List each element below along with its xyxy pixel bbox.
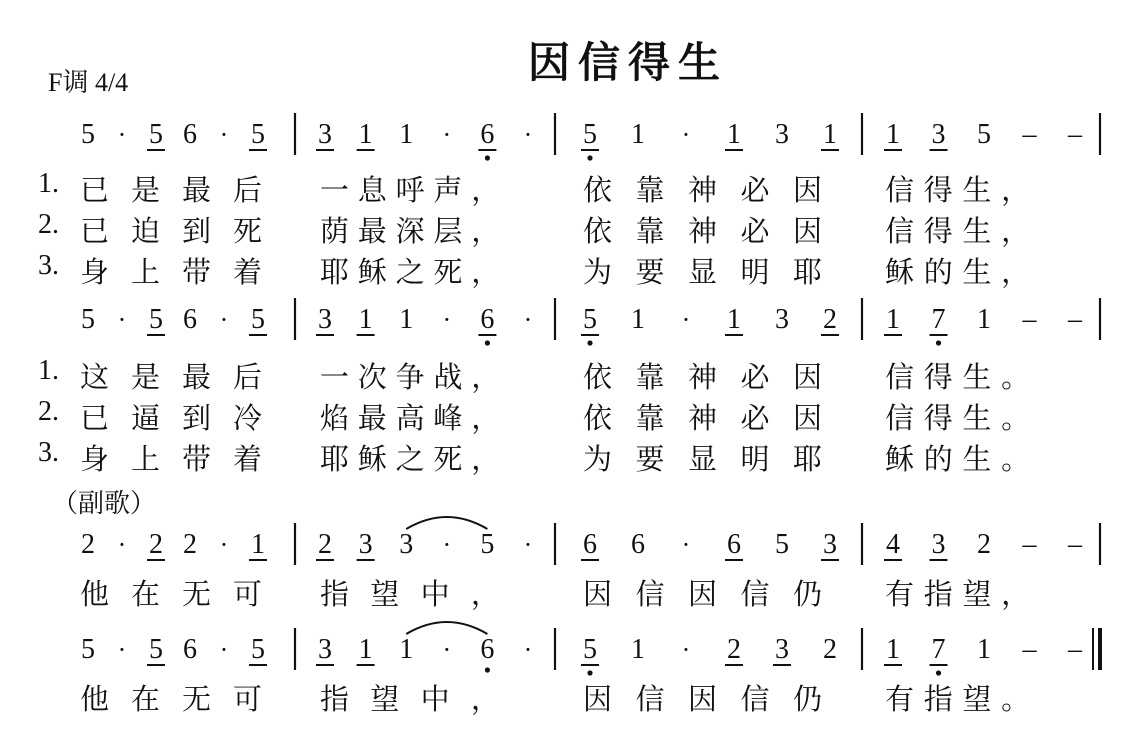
lyric-phrase: 这是最后 xyxy=(80,360,285,394)
note-digit: 3 xyxy=(931,119,946,150)
note-digit: 5 xyxy=(977,119,991,150)
note-digit: 2 xyxy=(727,634,741,665)
verse-number: 1. xyxy=(38,355,59,386)
note-digit: 5 xyxy=(251,304,265,335)
lyric-phrase: 依靠神必因 xyxy=(583,173,846,207)
note-digit: 3 xyxy=(775,634,789,665)
lyric-phrase: 为要显明耶 xyxy=(583,442,846,476)
note-digit: 5 xyxy=(583,304,597,335)
dash-extension: – xyxy=(1068,529,1082,560)
key-signature: F调 4/4 xyxy=(48,68,129,97)
note-digit: 7 xyxy=(931,634,946,665)
lyric-phrase: 耶稣之死， xyxy=(320,442,510,476)
note-digit: 5 xyxy=(480,529,495,560)
note-digit: 5 xyxy=(775,529,789,560)
note-digit: 6 xyxy=(480,634,495,665)
verse-number: 2. xyxy=(38,209,59,240)
note-digit: 3 xyxy=(358,529,373,560)
lyric-phrase: 稣的生， xyxy=(885,255,1040,289)
augmentation-dot: · xyxy=(523,305,533,334)
lyric-phrase: 耶稣之死， xyxy=(320,255,510,289)
note-digit: 6 xyxy=(480,119,495,150)
note-digit: 1 xyxy=(251,529,265,560)
note-digit: 5 xyxy=(251,119,265,150)
note-digit: 3 xyxy=(775,304,789,335)
dash-extension: – xyxy=(1022,304,1037,335)
note-digit: 1 xyxy=(358,304,373,335)
lyric-phrase: 信得生， xyxy=(885,214,1040,248)
augmentation-dot: · xyxy=(681,530,691,559)
note-digit: 6 xyxy=(480,304,495,335)
verse-number: 2. xyxy=(38,396,59,427)
note-digit: 5 xyxy=(149,304,163,335)
tie-slur xyxy=(406,517,487,529)
note-digit: 7 xyxy=(931,304,946,335)
note-digit: 3 xyxy=(318,304,332,335)
note-digit: 1 xyxy=(399,119,414,150)
note-digit: 1 xyxy=(886,634,900,665)
augmentation-dot: · xyxy=(117,635,127,664)
note-digit: 1 xyxy=(399,304,414,335)
lyric-phrase: 信得生。 xyxy=(885,360,1040,394)
augmentation-dot: · xyxy=(117,305,127,334)
lyric-phrase: 已是最后 xyxy=(80,173,285,207)
augmentation-dot: · xyxy=(117,530,127,559)
low-octave-dot xyxy=(587,340,592,345)
augmentation-dot: · xyxy=(219,120,229,149)
note-digit: 5 xyxy=(81,304,95,335)
augmentation-dot: · xyxy=(523,635,533,664)
lyric-phrase: 依靠神必因 xyxy=(583,401,846,435)
augmentation-dot: · xyxy=(681,305,691,334)
note-digit: 3 xyxy=(823,529,837,560)
augmentation-dot: · xyxy=(523,530,533,559)
dash-extension: – xyxy=(1022,119,1037,150)
lyric-phrase: 已迫到死 xyxy=(80,214,285,248)
low-octave-dot xyxy=(936,340,941,345)
note-digit: 6 xyxy=(183,634,197,665)
low-octave-dot xyxy=(587,670,592,675)
low-octave-dot xyxy=(485,667,490,672)
augmentation-dot: · xyxy=(681,120,691,149)
low-octave-dot xyxy=(485,155,490,160)
note-digit: 1 xyxy=(823,119,837,150)
dash-extension: – xyxy=(1068,304,1082,335)
note-digit: 3 xyxy=(775,119,789,150)
augmentation-dot: · xyxy=(442,305,452,334)
note-digit: 6 xyxy=(583,529,597,560)
note-digit: 1 xyxy=(631,304,645,335)
low-octave-dot xyxy=(587,155,592,160)
low-octave-dot xyxy=(485,340,490,345)
lyric-phrase: 身上带着 xyxy=(80,442,285,476)
note-digit: 5 xyxy=(149,119,163,150)
tie-slur xyxy=(406,622,487,634)
note-digit: 3 xyxy=(318,119,332,150)
note-digit: 1 xyxy=(727,304,741,335)
lyric-phrase: 依靠神必因 xyxy=(583,214,846,248)
lyric-phrase: 一次争战， xyxy=(320,360,510,394)
augmentation-dot: · xyxy=(681,635,691,664)
augmentation-dot: · xyxy=(219,305,229,334)
chorus-label: （副歌） xyxy=(52,489,157,519)
verse-number: 3. xyxy=(38,437,59,468)
verse-number: 1. xyxy=(38,168,59,199)
note-digit: 5 xyxy=(251,634,265,665)
note-digit: 3 xyxy=(399,529,414,560)
augmentation-dot: · xyxy=(442,530,452,559)
augmentation-dot: · xyxy=(442,120,452,149)
lyric-phrase: 焰最高峰， xyxy=(320,401,510,435)
note-digit: 2 xyxy=(81,529,95,560)
note-digit: 1 xyxy=(977,304,991,335)
lyric-phrase: 他在无可 xyxy=(80,577,285,611)
dash-extension: – xyxy=(1022,529,1037,560)
note-digit: 5 xyxy=(149,634,163,665)
note-digit: 5 xyxy=(583,119,597,150)
note-digit: 1 xyxy=(886,304,900,335)
low-octave-dot xyxy=(936,670,941,675)
note-digit: 6 xyxy=(631,529,645,560)
lyric-phrase: 指望中， xyxy=(320,577,522,611)
lyric-phrase: 已逼到冷 xyxy=(80,401,285,435)
note-digit: 1 xyxy=(631,634,645,665)
augmentation-dot: · xyxy=(523,120,533,149)
lyric-phrase: 稣的生。 xyxy=(885,442,1040,476)
note-digit: 5 xyxy=(81,634,95,665)
note-digit: 2 xyxy=(823,304,837,335)
lyric-phrase: 信得生。 xyxy=(885,401,1040,435)
lyric-phrase: 一息呼声， xyxy=(320,173,510,207)
lyric-phrase: 荫最深层， xyxy=(320,214,510,248)
note-digit: 6 xyxy=(183,119,197,150)
augmentation-dot: · xyxy=(219,635,229,664)
dash-extension: – xyxy=(1022,634,1037,665)
lyric-phrase: 身上带着 xyxy=(80,255,285,289)
note-digit: 2 xyxy=(183,529,197,560)
augmentation-dot: · xyxy=(117,120,127,149)
note-digit: 1 xyxy=(886,119,900,150)
lyric-phrase: 因信因信仍 xyxy=(583,577,846,611)
song-title: 因信得生 xyxy=(528,38,729,87)
lyric-phrase: 为要显明耶 xyxy=(583,255,846,289)
dash-extension: – xyxy=(1068,119,1082,150)
note-digit: 2 xyxy=(318,529,332,560)
note-digit: 1 xyxy=(977,634,991,665)
lyric-phrase: 有指望。 xyxy=(885,682,1040,716)
note-digit: 2 xyxy=(823,634,837,665)
note-digit: 6 xyxy=(727,529,741,560)
lyric-phrase: 因信因信仍 xyxy=(583,682,846,716)
note-digit: 5 xyxy=(81,119,95,150)
note-digit: 1 xyxy=(399,634,414,665)
lyric-phrase: 依靠神必因 xyxy=(583,360,846,394)
note-digit: 1 xyxy=(631,119,645,150)
augmentation-dot: · xyxy=(219,530,229,559)
note-digit: 2 xyxy=(149,529,163,560)
note-digit: 5 xyxy=(583,634,597,665)
lyric-phrase: 指望中， xyxy=(320,682,522,716)
note-digit: 1 xyxy=(358,634,373,665)
lyric-phrase: 他在无可 xyxy=(80,682,285,716)
note-digit: 2 xyxy=(977,529,991,560)
note-digit: 1 xyxy=(358,119,373,150)
note-digit: 1 xyxy=(727,119,741,150)
lyric-phrase: 信得生， xyxy=(885,173,1040,207)
lyric-phrase: 有指望， xyxy=(885,577,1040,611)
note-digit: 3 xyxy=(931,529,946,560)
note-digit: 4 xyxy=(886,529,900,560)
note-digit: 3 xyxy=(318,634,332,665)
augmentation-dot: · xyxy=(442,635,452,664)
verse-number: 3. xyxy=(38,250,59,281)
dash-extension: – xyxy=(1068,634,1082,665)
note-digit: 6 xyxy=(183,304,197,335)
